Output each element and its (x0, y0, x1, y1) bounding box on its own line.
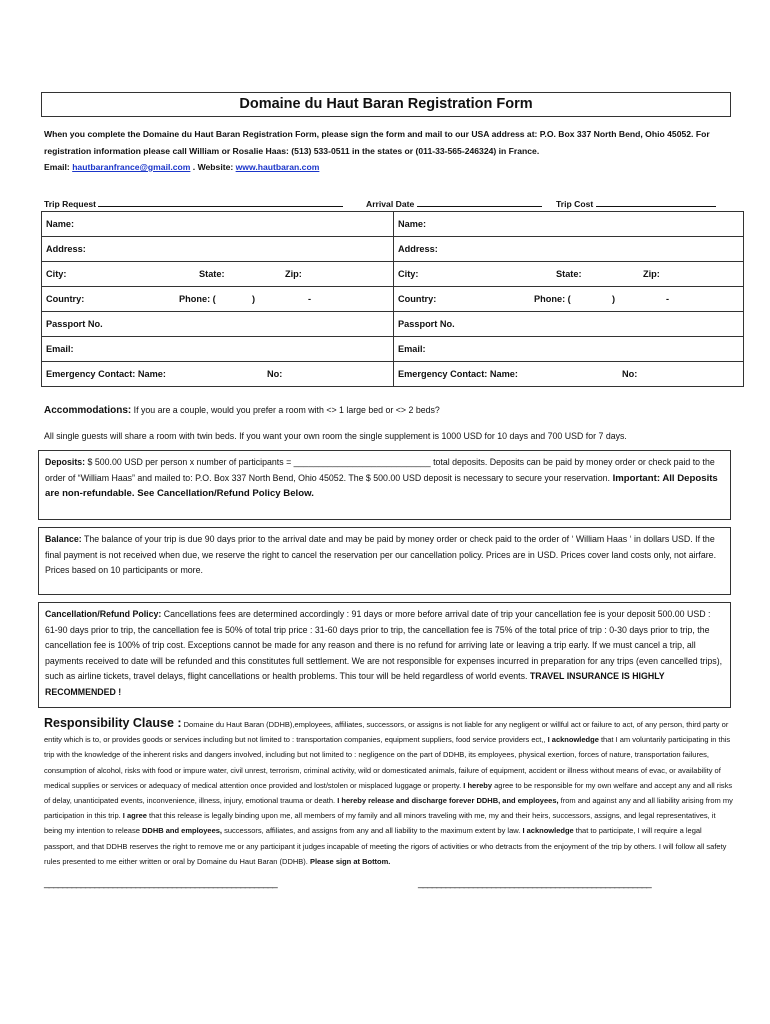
zip-label: Zip: (643, 269, 660, 279)
arrival-date (366, 197, 542, 209)
country-row-1[interactable] (42, 287, 394, 312)
email-field-2[interactable]: Email: (394, 337, 744, 362)
form-title: Domaine du Haut Baran Registration Form (239, 96, 533, 112)
email-field-1[interactable]: Email: (42, 337, 394, 362)
responsibility-clause: Responsibility Clause : Domaine du Haut Baran (DDHB),employees, affiliates, successors, or assigns is not liable for any negligent or willful act or failure to act, of any person, third party or entity which is to, or provides goods or services including but not limited to : transportation companies, equipment suppliers, food service providers ect,, I acknowledge that I am voluntarily participating in this trip with the knowledge of the inherent risks and dangers involved, including but not limited to : negligence on the part of DDHB, its employees, physical exertion, forces of nature, transportation failures, consumption of alcohol, risks with food or impure water, civil unrest, terrorism, criminal activity, wild or domesticated animals, failure of equipment, accident or illness without means of evac, or availability of medical supplies or services or adequacy of medical attention once provided and lost/stolen or misplaced luggage or property. I hereby agree to be responsible for my own welfare and accept any and all risks of delay, unanticipated events, inconvenience, illness, injury, emotional trauma or death. I hereby release and discharge forever DDHB, and employees, from and against any and all liability arising from my participation in this trip. I agree that this release is legally binding upon me, all members of my family and all minors traveling with me, my and their heirs, successors, assigns, and legal representatives, it being my intention to release DDHB and employees, successors, affiliates, and assigns from any and all liability to the maximum extent by law. I acknowledge that to participate, I will require a legal passport, and that DDHB reserves the right to remove me or any participant it judges incapable of meeting the rigors of activities or who detracts from the enjoyment of the trip by others. I will follow all safety rules presented to me either written or oral by Domaine du Haut Baran (DDHB). Please sign at Bottom. (44, 716, 733, 866)
trip-cost-label: Trip Cost (556, 199, 594, 209)
accommodations-label: Accommodations: (44, 405, 132, 416)
title-box (41, 92, 731, 117)
passport-field-1[interactable]: Passport No. (42, 312, 394, 337)
cancellation-text: Cancellations fees are determined accordingly : 91 days or more before arrival date of trip your cancellation fee is your deposit 500.00 USD : 61-90 days prior to trip, the cancellation fee is 50% of total trip price : 31-60 days prior to trip, the cancellation fee is 75% of the total price of trip : 0-30 days prior to trip, the cancellation fee is 100% of trip cost. Exceptions cannot be made for any reason and there is no refund for arriving late or leaving a trip early. If we must cancel a trip, all payments received to date will be refunded and this constitutes full settlement. We are not responsible for expenses incurred in preparation for any trips (even cancelled trips), such as airline tickets, travel delays, flight cancellations or health problems. This tour will be held regardless of world events. (45, 609, 723, 681)
city-row-1[interactable] (42, 262, 394, 287)
phone-close: ) (252, 294, 256, 304)
trip-request-label: Trip Request (44, 199, 97, 209)
registration-table (41, 211, 744, 387)
address-field-1[interactable]: Address: (42, 237, 394, 262)
city-row-2[interactable] (394, 262, 744, 287)
cancellation-insurance: TRAVEL INSURANCE IS HIGHLY RECOMMENDED ! (45, 671, 665, 697)
balance-text: The balance of your trip is due 90 days prior to the arrival date and may be paid by money order or check paid to the order of ‘ William Haas ‘ in dollars USD. If the final payment is not received when due, we reserve the right to cancel the reservation per our cancellation policy. Prices are in USD. Prices cover land costs only, not airfare. Prices based on 10 participants or more. (45, 534, 717, 575)
trip-cost (556, 197, 716, 209)
address-field-2[interactable]: Address: (394, 237, 744, 262)
emergency-row-2[interactable] (394, 362, 744, 387)
city-label: City: (46, 269, 67, 279)
city-label: City: (398, 269, 419, 279)
balance-box (38, 527, 731, 595)
phone-dash: - (666, 294, 670, 304)
website-label: . Website: (192, 162, 234, 172)
email-label: Email: (44, 162, 70, 172)
email-link[interactable]: hautbaranfrance@gmail.com (72, 162, 191, 172)
state-label: State: (199, 269, 225, 279)
zip-label: Zip: (285, 269, 302, 279)
passport-field-2[interactable]: Passport No. (394, 312, 744, 337)
website-link[interactable]: www.hautbaran.com (235, 162, 320, 172)
deposits-important: Important: All Deposits are non-refundable. See Cancellation/Refund Policy Below. (45, 472, 718, 499)
name-field-2[interactable]: Name: (394, 212, 744, 237)
trip-request-field[interactable] (98, 197, 343, 207)
country-label: Country: (46, 294, 85, 304)
accommodations (44, 405, 440, 416)
phone-dash: - (308, 294, 312, 304)
cancellation-box (38, 602, 731, 708)
deposits-text: $ 500.00 USD per person x number of participants = ____________________________ total deposits. Deposits can be paid by money order or check paid to the order of “William Haas” and mailed to: P.O. Box 337 North Bend, Ohio 45052. The $ 500.00 USD deposit is necessary to secure your reservation. (45, 457, 715, 483)
phone-close: ) (612, 294, 616, 304)
balance-label: Balance: (45, 534, 82, 544)
emergency-label: Emergency Contact: Name: (398, 369, 518, 379)
accommodations-text: If you are a couple, would you prefer a room with <> 1 large bed or <> 2 beds? (131, 405, 440, 415)
intro-text (44, 126, 734, 176)
cancellation-label: Cancellation/Refund Policy: (45, 609, 162, 619)
emergency-label: Emergency Contact: Name: (46, 369, 166, 379)
single-note: All single guests will share a room with twin beds. If you want your own room the single supplement is 1000 USD for 10 days and 700 USD for 7 days. (44, 431, 627, 441)
deposits-box (38, 450, 731, 520)
state-label: State: (556, 269, 582, 279)
responsibility-label: Responsibility Clause : (44, 716, 182, 730)
signature-line-left[interactable]: ___________________________________________________ (44, 878, 277, 889)
signature-line-right[interactable]: ___________________________________________________ (418, 878, 651, 889)
arrival-date-field[interactable] (417, 197, 542, 207)
trip-request (44, 197, 343, 209)
arrival-date-label: Arrival Date (366, 199, 415, 209)
name-field-1[interactable]: Name: (42, 212, 394, 237)
trip-cost-field[interactable] (596, 197, 716, 207)
country-label: Country: (398, 294, 437, 304)
no-label: No: (622, 369, 638, 379)
phone-label: Phone: ( (179, 294, 216, 304)
country-row-2[interactable] (394, 287, 744, 312)
phone-label: Phone: ( (534, 294, 571, 304)
deposits-label: Deposits: (45, 457, 86, 467)
no-label: No: (267, 369, 283, 379)
intro-body: When you complete the Domaine du Haut Baran Registration Form, please sign the form and mail to our USA address at: P.O. Box 337 North Bend, Ohio 45052. For registration information please call William or Rosalie Haas: (513) 533-0511 in the states or (011-33-565-246324) in France. (44, 129, 710, 156)
emergency-row-1[interactable] (42, 362, 394, 387)
